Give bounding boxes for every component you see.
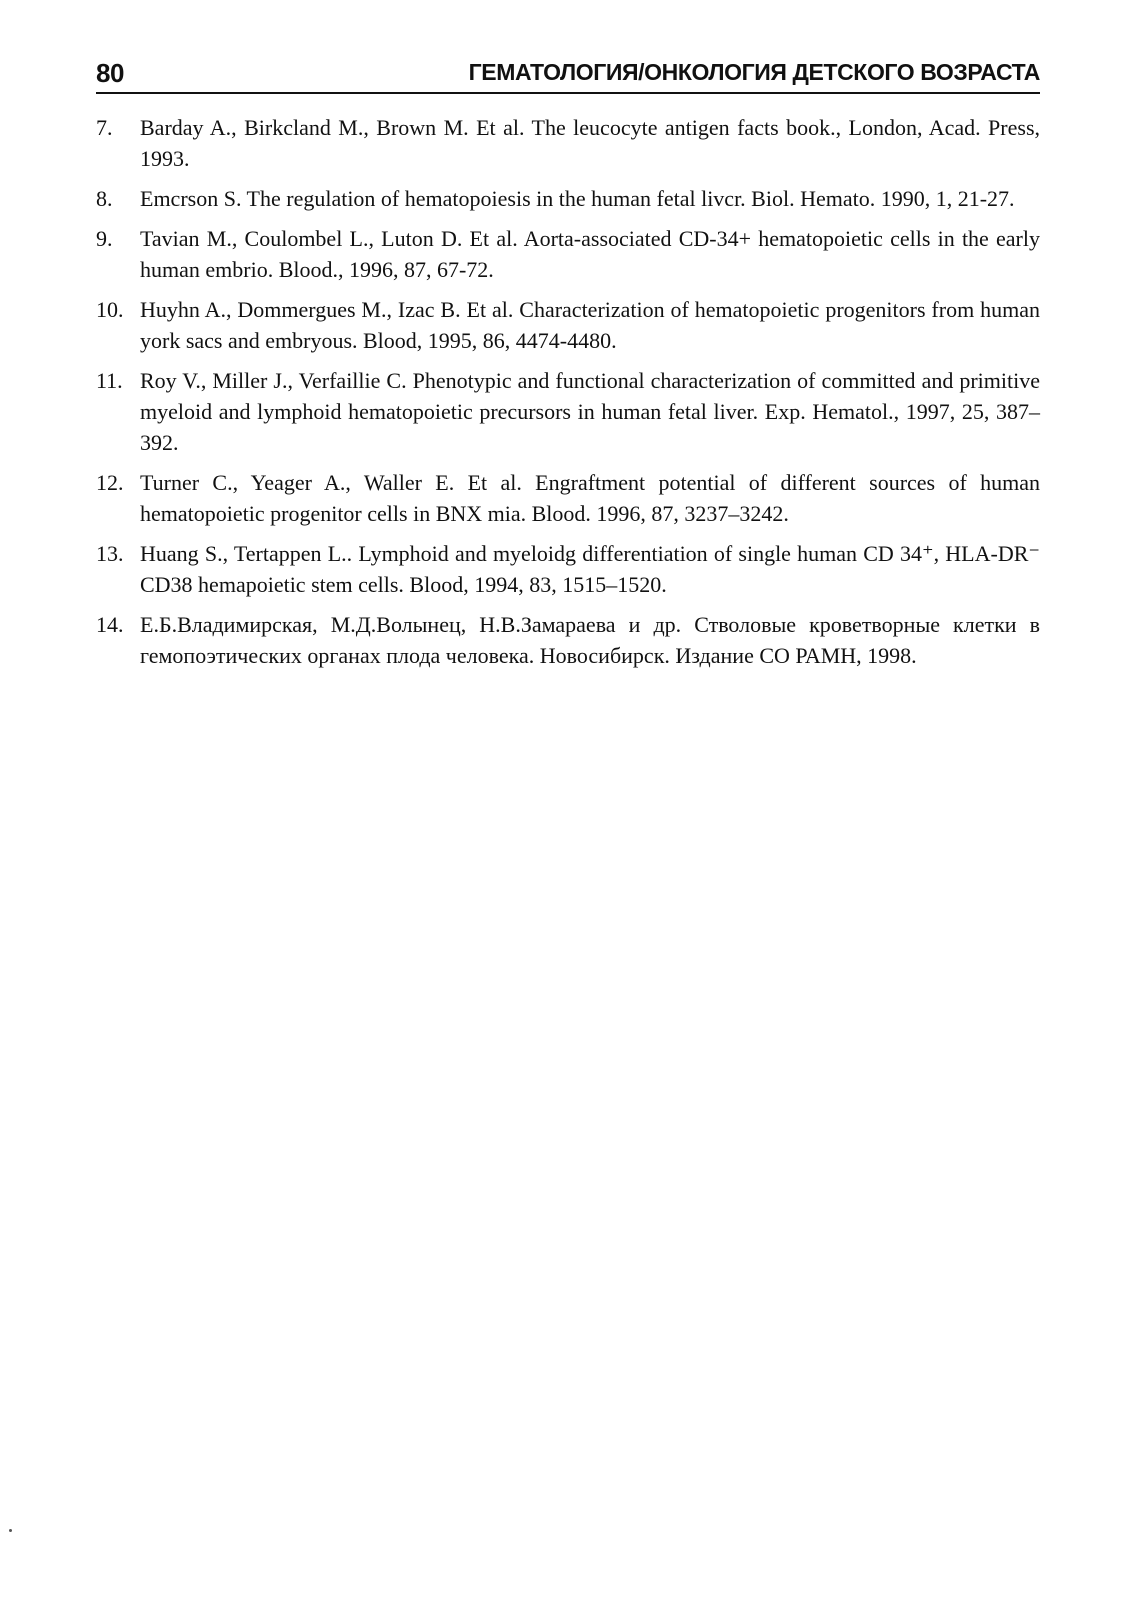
- running-header: [96, 54, 1040, 94]
- reference-number: 14.: [96, 612, 124, 637]
- reference-text: Barday A., Birkcland M., Brown M. Et al. The leucocyte antigen facts book., London, Acad. Press, 1993.: [140, 115, 1040, 171]
- reference-number: 10.: [96, 297, 124, 322]
- reference-item-9: [96, 223, 1040, 285]
- reference-item-8: [96, 183, 1040, 214]
- page-number: 80: [96, 58, 124, 88]
- reference-text: Roy V., Miller J., Verfaillie C. Phenotypic and functional characterization of committed and primitive myeloid and lymphoid hematopoietic precursors in human fetal liver. Exp. Hematol., 1997, 25, 387–392.: [140, 368, 1040, 455]
- reference-item-7: [96, 112, 1040, 174]
- reference-number: 9.: [96, 226, 113, 251]
- reference-item-12: [96, 467, 1040, 529]
- reference-text: Turner C., Yeager A., Waller E. Et al. Engraftment potential of different sources of human hematopoietic progenitor cells in BNX mia. Blood. 1996, 87, 3237–3242.: [140, 470, 1040, 526]
- reference-text: Tavian M., Coulombel L., Luton D. Et al. Aorta-associated CD-34+ hematopoietic cells in the early human embrio. Blood., 1996, 87, 67-72.: [140, 226, 1040, 282]
- reference-text: Huyhn A., Dommergues M., Izac B. Et al. Characterization of hematopoietic progenitors from human york sacs and embryous. Blood, 1995, 86, 4474-4480.: [140, 297, 1040, 353]
- reference-item-10: [96, 294, 1040, 356]
- reference-item-11: [96, 365, 1040, 458]
- reference-number: 12.: [96, 470, 124, 495]
- scan-speck: [9, 1529, 12, 1532]
- reference-text: Huang S., Tertappen L.. Lymphoid and myeloidg differentiation of single human CD 34⁺, HLA-DR⁻ CD38 hemapoietic stem cells. Blood, 1994, 83, 1515–1520.: [140, 541, 1040, 597]
- reference-item-14: [96, 609, 1040, 671]
- reference-number: 13.: [96, 541, 124, 566]
- reference-list: [96, 112, 1040, 680]
- reference-text: Е.Б.Владимирская, М.Д.Волынец, Н.В.Замараева и др. Стволовые кроветворные клетки в гемопоэтических органах плода человека. Новосибирск. Издание СО РАМН, 1998.: [140, 612, 1040, 668]
- reference-text: Emcrson S. The regulation of hematopoiesis in the human fetal livcr. Biol. Hemato. 1990, 1, 21-27.: [140, 186, 1015, 211]
- reference-number: 7.: [96, 115, 113, 140]
- reference-item-13: [96, 538, 1040, 600]
- reference-number: 11.: [96, 368, 123, 393]
- reference-number: 8.: [96, 186, 113, 211]
- running-title: ГЕМАТОЛОГИЯ/ОНКОЛОГИЯ ДЕТСКОГО ВОЗРАСТА: [468, 59, 1040, 85]
